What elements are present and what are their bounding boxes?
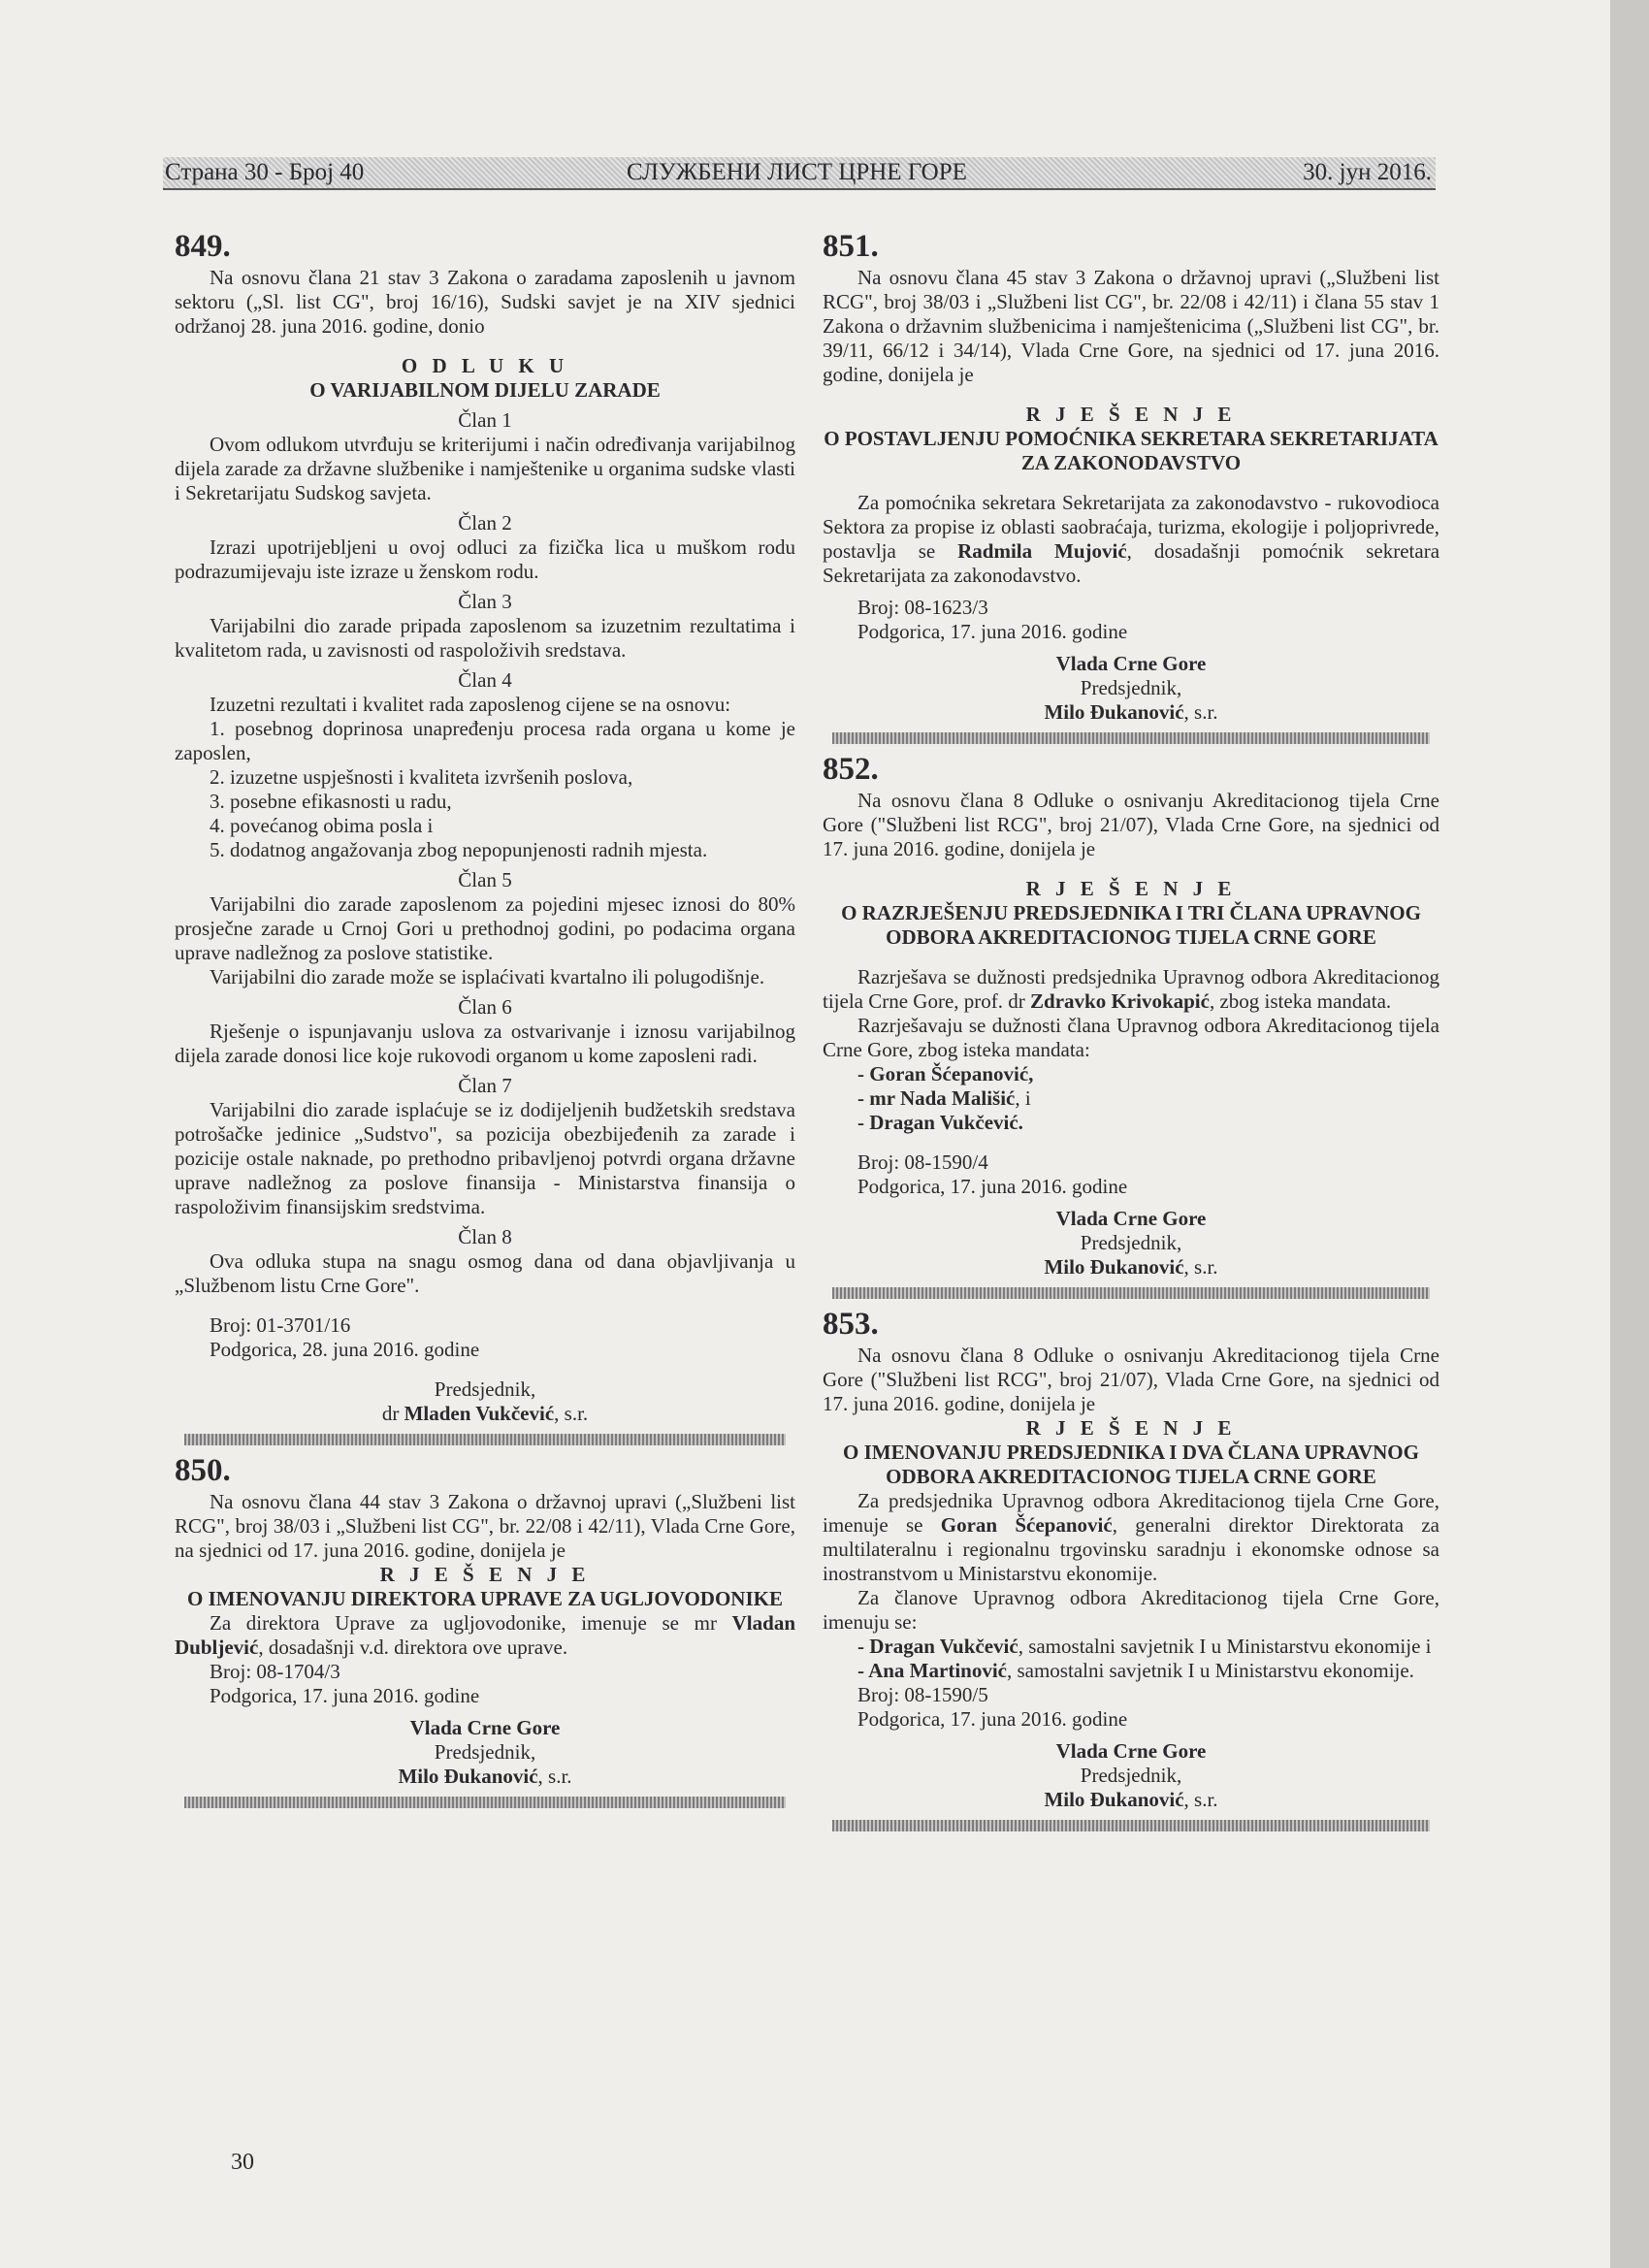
document-heading: R J E Š E N J E xyxy=(379,1563,591,1586)
section-divider xyxy=(832,1287,1430,1299)
article-heading: Član 5 xyxy=(458,868,512,891)
document-heading: R J E Š E N J E xyxy=(1025,877,1237,900)
article-heading: Član 4 xyxy=(458,668,512,692)
preamble: Na osnovu člana 21 stav 3 Zakona o zaradama zaposlenih u javnom sektoru („Sl. list CG", broj 16/16), Sudski savjet je na XIV sjednici održanoj 28. juna 2016. godine, donio xyxy=(175,266,795,338)
preamble: Na osnovu člana 8 Odluke o osnivanju Akreditacionog tijela Crne Gore ("Službeni list RCG", broj 21/07), Vlada Crne Gore, na sjednici od 17. juna 2016. godine, donijela je xyxy=(823,789,1439,860)
reference-number: Broj: 01-3701/16 xyxy=(210,1313,351,1337)
place-date: Podgorica, 17. juna 2016. godine xyxy=(857,1707,1128,1731)
section-divider xyxy=(832,1820,1430,1831)
page-number: 30 xyxy=(231,2150,254,2175)
list-item: 2. izuzetne uspješnosti i kvaliteta izvršenih poslova, xyxy=(210,765,633,789)
signatory-name: Milo Đukanović xyxy=(398,1765,538,1788)
article-heading: Član 1 xyxy=(458,408,512,432)
decision-text: Za članove Upravnog odbora Akreditacionog tijela Crne Gore, imenuju se: xyxy=(823,1586,1439,1634)
left-column xyxy=(175,225,795,1816)
article-heading: Član 7 xyxy=(458,1074,512,1097)
preamble: Na osnovu člana 44 stav 3 Zakona o državnoj upravi („Službeni list RCG", broj 38/03 i „Službeni list CG", br. 22/08 i 42/11), Vlada Crne Gore, na sjednici od 17. juna 2016. godine, donijela je xyxy=(175,1490,795,1562)
section-divider xyxy=(832,732,1430,744)
signature-org: Vlada Crne Gore xyxy=(1055,652,1207,675)
reference-number: Broj: 08-1590/5 xyxy=(857,1683,988,1706)
document-subject: O IMENOVANJU PREDSJEDNIKA I DVA ČLANA UPRAVNOG ODBORA AKREDITACIONOG TIJELA CRNE GORE xyxy=(843,1441,1419,1488)
article-heading: Član 3 xyxy=(458,590,512,613)
article-text: Varijabilni dio zarade može se isplaćivati kvartalno ili polugodišnje. xyxy=(210,965,765,988)
document-heading: R J E Š E N J E xyxy=(1025,403,1237,426)
reference-number: Broj: 08-1623/3 xyxy=(857,596,988,619)
signatory-name: Mladen Vukčević xyxy=(404,1402,555,1425)
article-text: Varijabilni dio zarade isplaćuje se iz dodijeljenih budžetskih sredstava potrošačke jedinice „Sudstvo", sa pozicija obezbijeđenih za zarade i pozicije ostale naknade, po prethodno pribavljenoj potvrdi organa državne uprave nadležnog za poslove finansija - Ministarstva finansija o raspoloživim finansijskim sredstvima. xyxy=(175,1098,795,1218)
decision-text: Za pomoćnika sekretara Sekretarijata za zakonodavstvo - rukovodioca Sektora za propise iz oblasti saobraćaja, turizma, ekologije i poljoprivrede, postavlja se Radmila Mujović, dosadašnji pomoćnik sekretara Sekretarijata za zakonodavstvo. xyxy=(823,491,1440,587)
decision-text: Razrješavaju se dužnosti člana Upravnog odbora Akreditacionog tijela Crne Gore, zbog isteka mandata: xyxy=(823,1014,1439,1061)
list-item: 4. povećanog obima posla i xyxy=(210,814,434,837)
signature-org: Vlada Crne Gore xyxy=(1055,1739,1207,1763)
document-number-849: 849. xyxy=(175,229,231,264)
document-heading: O D L U K U xyxy=(401,354,569,377)
place-date: Podgorica, 17. juna 2016. godine xyxy=(857,1175,1128,1198)
document-subject: O RAZRJEŠENJU PREDSJEDNIKA I TRI ČLANA UPRAVNOG ODBORA AKREDITACIONOG TIJELA CRNE GORE xyxy=(841,901,1421,949)
list-item: - mr Nada Mališić, i xyxy=(857,1086,1031,1110)
decision-text: Za predsjednika Upravnog odbora Akreditacionog tijela Crne Gore, imenuje se Goran Šćepanović, generalni direktor Direktorata za multilateralnu i regionalnu trgovinsku saradnju i ekonomske odnose sa inostranstvom u Ministarstvu ekonomije. xyxy=(823,1489,1439,1585)
signature: Milo Đukanović, s.r. xyxy=(1044,1255,1218,1279)
document-subject: O IMENOVANJU DIREKTORA UPRAVE ZA UGLJOVODONIKE xyxy=(187,1587,783,1610)
signature: Milo Đukanović, s.r. xyxy=(1044,1788,1218,1811)
place-date: Podgorica, 28. juna 2016. godine xyxy=(210,1338,480,1361)
article-heading: Član 6 xyxy=(458,995,512,1019)
signature-org: Vlada Crne Gore xyxy=(1055,1207,1207,1230)
signature-role: Predsjednik, xyxy=(434,1377,536,1401)
article-heading: Član 2 xyxy=(458,511,512,535)
list-item: - Goran Šćepanović, xyxy=(857,1062,1034,1085)
document-number-851: 851. xyxy=(823,229,879,264)
decision-text: Za direktora Uprave za ugljovodonike, imenuje se mr Vladan Dubljević, dosadašnji v.d. direktora ove uprave. xyxy=(175,1611,795,1659)
signature-role: Predsjednik, xyxy=(1080,1231,1182,1254)
signature-org: Vlada Crne Gore xyxy=(409,1716,561,1739)
signature-role: Predsjednik, xyxy=(1080,1764,1182,1787)
right-column xyxy=(823,225,1439,1839)
list-item: - Ana Martinović, samostalni savjetnik I u Ministarstvu ekonomije. xyxy=(857,1659,1414,1682)
signature: Milo Đukanović, s.r. xyxy=(398,1765,572,1788)
section-divider xyxy=(184,1434,786,1445)
header-page-info: Страна 30 - Број 40 xyxy=(165,159,365,185)
list-item: 5. dodatnog angažovanja zbog nepopunjenosti radnih mjesta. xyxy=(210,838,708,861)
list-item: - Dragan Vukčević, samostalni savjetnik I u Ministarstvu ekonomije i xyxy=(857,1635,1432,1658)
signatory-name: Milo Đukanović xyxy=(1044,1255,1184,1279)
preamble: Na osnovu člana 8 Odluke o osnivanju Akreditacionog tijela Crne Gore ("Službeni list RCG", broj 21/07), Vlada Crne Gore, na sjednici od 17. juna 2016. godine, donijela je xyxy=(823,1344,1439,1415)
preamble: Na osnovu člana 45 stav 3 Zakona o državnoj upravi („Službeni list RCG", broj 38/03 i „Službeni list CG", br. 22/08 i 42/11) i člana 55 stav 1 Zakona o državnim službenicima i namještenicima („Službeni list CG", br. 39/11, 66/12 i 34/14), Vlada Crne Gore, na sjednici od 17. juna 2016. godine, donijela je xyxy=(823,266,1439,386)
article-text: Izrazi upotrijebljeni u ovoj odluci za fizička lica u muškom rodu podrazumijevaju iste izraze u ženskom rodu. xyxy=(175,535,795,583)
document-heading: R J E Š E N J E xyxy=(1025,1416,1237,1440)
article-heading: Član 8 xyxy=(458,1225,512,1248)
signature: dr Mladen Vukčević, s.r. xyxy=(381,1402,589,1425)
reference-number: Broj: 08-1704/3 xyxy=(210,1660,340,1683)
signature-role: Predsjednik, xyxy=(434,1740,536,1764)
document-subject: O VARIJABILNOM DIJELU ZARADE xyxy=(309,378,661,402)
document-number-850: 850. xyxy=(175,1453,231,1488)
document-number-852: 852. xyxy=(823,752,879,787)
article-text: Ovom odlukom utvrđuju se kriterijumi i način određivanja varijabilnog dijela zarade za državne službenike i namještenike u organima sudske vlasti i Sekretarijatu Sudskog savjeta. xyxy=(175,433,795,504)
list-item: 3. posebne efikasnosti u radu, xyxy=(210,790,452,813)
article-text: Varijabilni dio zarade zaposlenom za pojedini mjesec iznosi do 80% prosječne zarade u Crnoj Gori u prethodnoj godini, po podacima organa uprave nadležnog za poslove statistike. xyxy=(175,892,795,964)
article-text: Varijabilni dio zarade pripada zaposlenom sa izuzetnim rezultatima i kvalitetom rada, u zavisnosti od raspoloživih sredstava. xyxy=(175,614,795,662)
place-date: Podgorica, 17. juna 2016. godine xyxy=(857,620,1128,643)
signatory-name: Milo Đukanović xyxy=(1044,1788,1184,1811)
reference-number: Broj: 08-1590/4 xyxy=(857,1150,988,1174)
signatory-name: Milo Đukanović xyxy=(1044,700,1184,724)
place-date: Podgorica, 17. juna 2016. godine xyxy=(210,1684,480,1707)
list-item: 1. posebnog doprinosa unapređenju procesa rada organa u kome je zaposlen, xyxy=(175,717,795,764)
decision-text: Razrješava se dužnosti predsjednika Upravnog odbora Akreditacionog tijela Crne Gore, prof. dr Zdravko Krivokapić, zbog isteka mandata. xyxy=(823,965,1439,1013)
article-text: Ova odluka stupa na snagu osmog dana od dana objavljivanja u „Službenom listu Crne Gore". xyxy=(175,1249,795,1297)
document-subject: O POSTAVLJENJU POMOĆNIKA SEKRETARA SEKRETARIJATA ZA ZAKONODAVSTVO xyxy=(824,427,1439,474)
signature-role: Predsjednik, xyxy=(1080,676,1182,699)
list-item: - Dragan Vukčević. xyxy=(857,1111,1023,1134)
signature: Milo Đukanović, s.r. xyxy=(1044,700,1218,724)
page-header xyxy=(163,157,1436,190)
section-divider xyxy=(184,1797,786,1808)
document-number-853: 853. xyxy=(823,1307,879,1342)
header-date: 30. јун 2016. xyxy=(1303,159,1432,185)
page-edge xyxy=(1610,0,1649,2268)
article-text: Rješenje o ispunjavanju uslova za ostvarivanje i iznosu varijabilnog dijela zarade donosi lice koje rukovodi organom u kome zaposleni radi. xyxy=(175,1020,795,1067)
header-publication-title: СЛУЖБЕНИ ЛИСТ ЦРНЕ ГОРЕ xyxy=(627,159,967,185)
article-text: Izuzetni rezultati i kvalitet rada zaposlenog cijene se na osnovu: xyxy=(210,693,731,716)
